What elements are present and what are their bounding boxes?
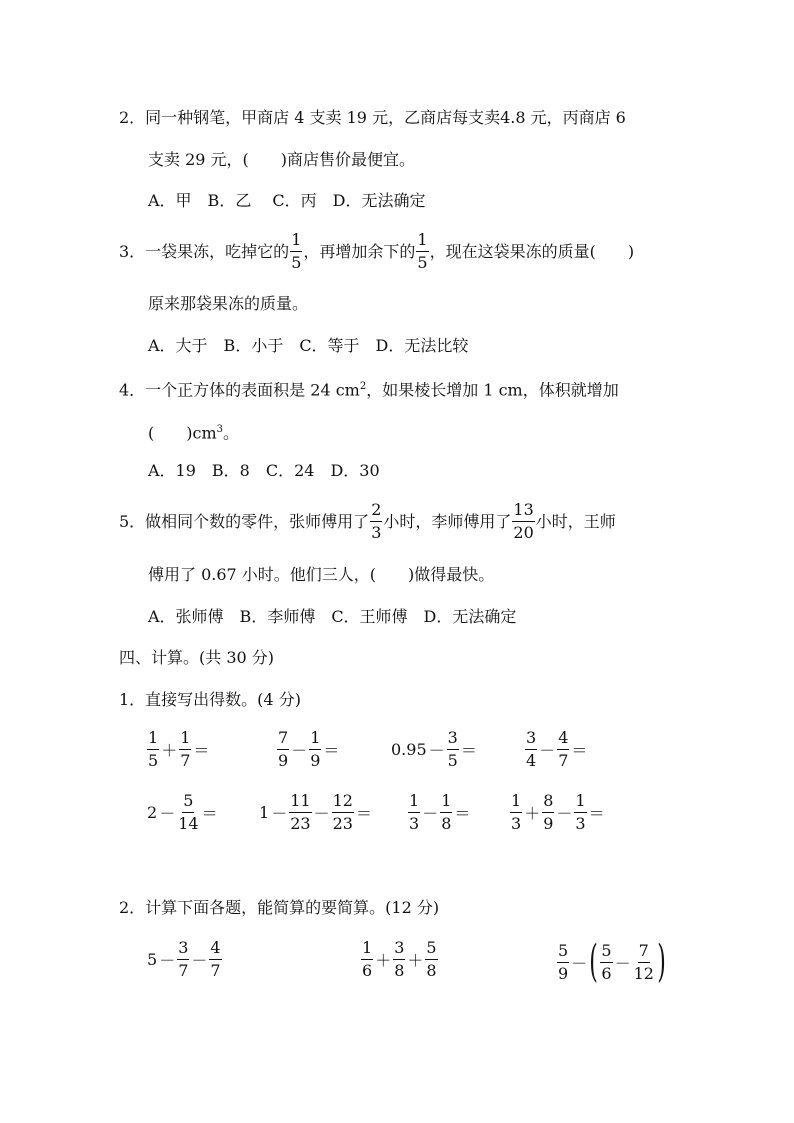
p1-expression-5: 2 － 5 14 ＝	[147, 791, 218, 833]
q4-superscript-2: 3	[216, 424, 223, 435]
q2-options: A．甲 B．乙 C．丙 D．无法确定	[148, 191, 426, 210]
q5-text-pre: 5．做相同个数的零件，张师傅用了	[119, 511, 370, 531]
q5-line2: 傅用了 0.67 小时。他们三人，( )做得最快。	[148, 565, 495, 584]
p2-expression-2: 1 6 ＋ 3 8 ＋ 5 8	[362, 938, 437, 980]
q3-fraction-1: 1 5	[291, 230, 302, 272]
q3-options: A．大于 B．小于 C．等于 D．无法比较	[148, 336, 469, 355]
p1-expression-7: 1 3 － 1 8 ＝	[409, 791, 471, 833]
p1-expression-8: 1 3 ＋ 8 9 － 1 3 ＝	[511, 791, 605, 833]
p1-expression-6: 1 － 11 23 － 12 23 ＝	[259, 791, 372, 833]
q3-text-post: ，现在这袋果冻的质量( )	[429, 241, 635, 261]
p1-expression-1: 1 5 ＋ 1 7 ＝	[148, 728, 210, 770]
q4-options: A．19 B．8 C．24 D．30	[148, 461, 380, 480]
q4-line2-post: 。	[223, 423, 240, 443]
p2-expression-1: 5 － 3 7 － 4 7	[147, 938, 221, 980]
right-paren: )	[657, 936, 666, 987]
q2-line1: 2．同一种钢笔，甲商店 4 支卖 19 元，乙商店每支卖4.8 元，丙商店 6	[119, 108, 626, 127]
q4-line1	[119, 377, 619, 400]
q3-line2: 原来那袋果冻的质量。	[148, 294, 309, 313]
q2-line2: 支卖 29 元，( )商店售价最便宜。	[148, 150, 416, 169]
part2-title: 2．计算下面各题，能简算的要简算。(12 分)	[119, 898, 440, 917]
q4-line2-pre: ( )cm	[148, 423, 217, 443]
q3-text-mid: ，再增加余下的	[303, 241, 416, 261]
q4-text-post: ，如果棱长增加 1 cm，体积就增加	[366, 380, 619, 400]
section-title: 四、计算。(共 30 分)	[119, 648, 275, 667]
q5-options: A．张师傅 B．李师傅 C．王师傅 D．无法确定	[148, 607, 517, 626]
p1-expression-2: 7 9 － 1 9 ＝	[278, 728, 340, 770]
q4-superscript-1: 2	[359, 381, 367, 392]
q5-fraction-2: 13 20	[513, 500, 534, 542]
q5-fraction-1: 2 3	[371, 500, 382, 542]
q4-text-pre: 4．一个正方体的表面积是 24 cm	[119, 380, 360, 400]
q3-text-pre: 3．一袋果冻，吃掉它的	[119, 241, 290, 261]
q3-line1	[119, 232, 634, 271]
q4-line2	[148, 420, 239, 443]
p2-expression-3: 5 9 － ( 5 6 － 7 12 )	[558, 936, 666, 987]
left-paren: (	[589, 936, 599, 987]
q3-fraction-2: 1 5	[417, 230, 428, 272]
q5-text-post: 小时，王师	[535, 511, 616, 531]
q5-text-mid: 小时，李师傅用了	[383, 511, 512, 531]
p1-expression-4: 3 4 － 4 7 ＝	[526, 728, 588, 770]
part1-title: 1．直接写出得数。(4 分)	[119, 690, 301, 709]
p1-expression-3: 0.95 － 3 5 ＝	[391, 728, 477, 770]
q5-line1	[119, 502, 616, 541]
